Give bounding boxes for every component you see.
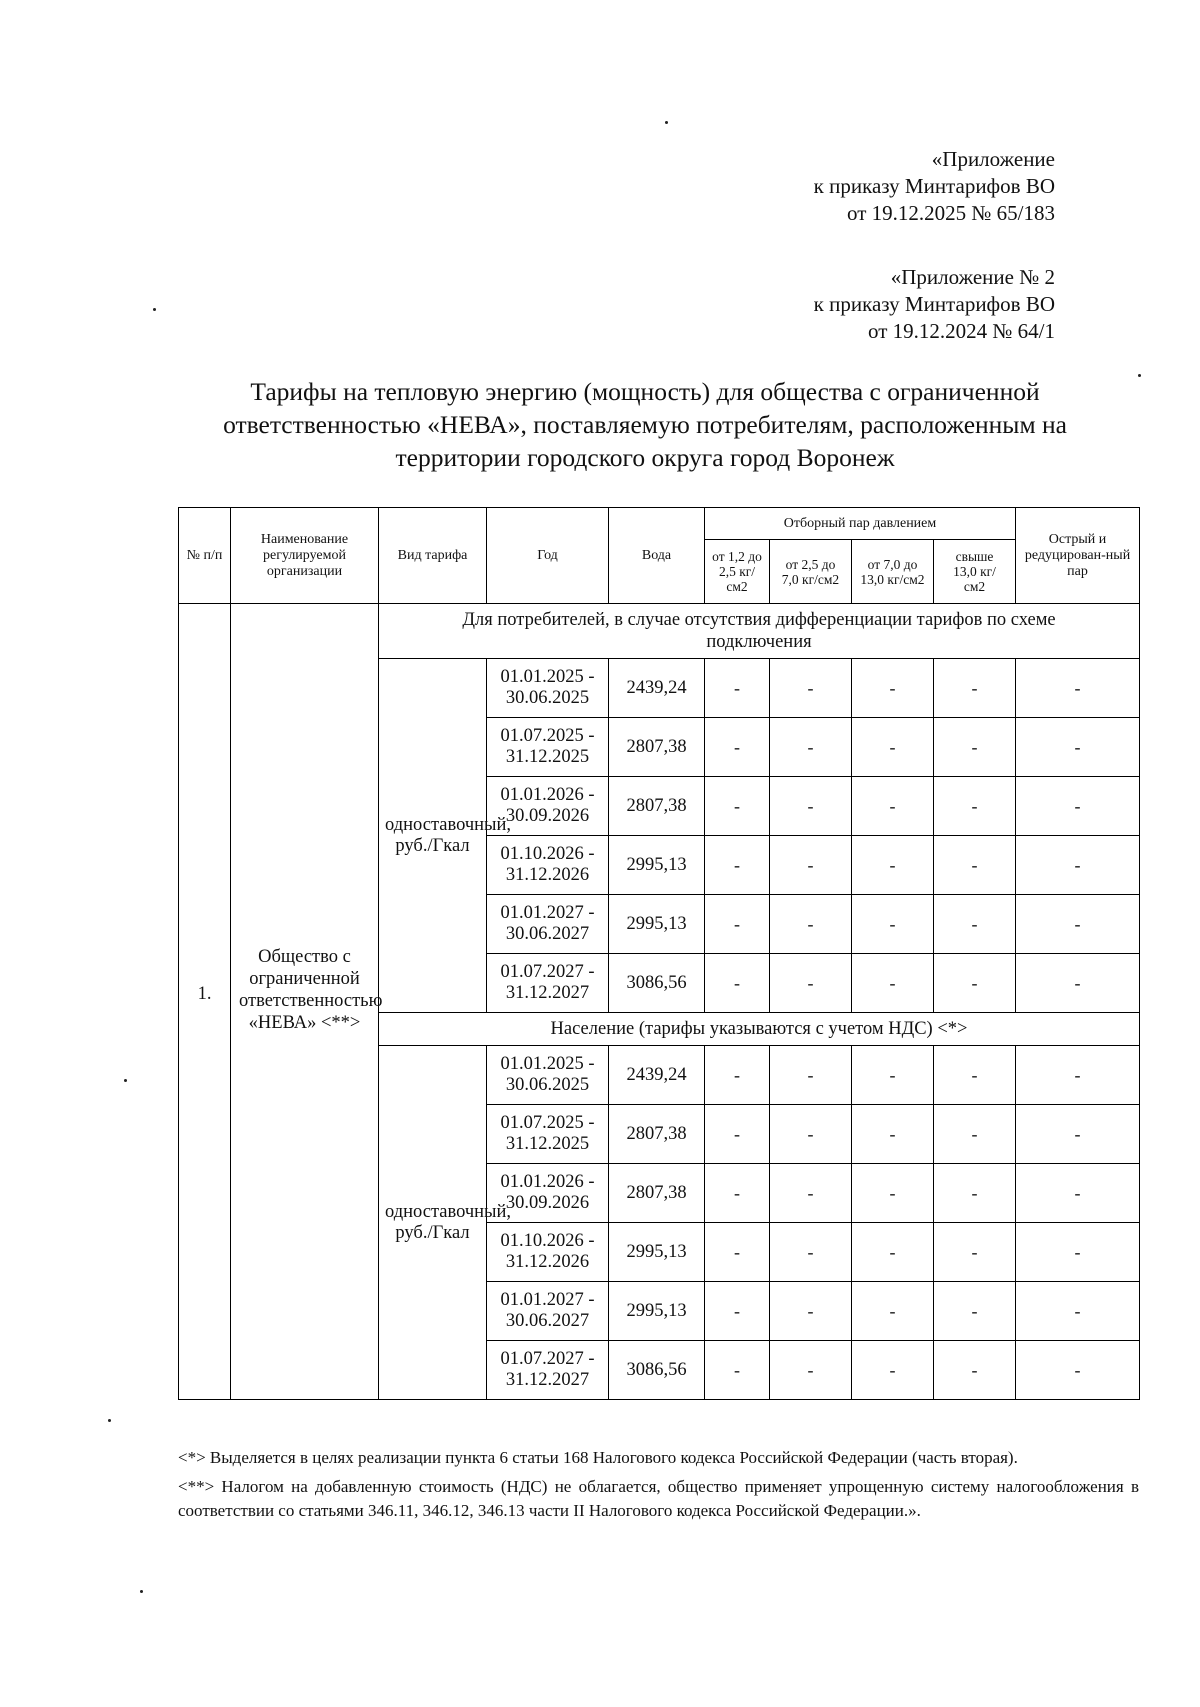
scan-speck xyxy=(153,308,156,311)
period-end: 30.09.2026 xyxy=(505,1193,590,1213)
water-value: 2439,24 xyxy=(609,659,705,718)
header-steam-3: от 7,0 до 13,0 кг/см2 xyxy=(852,540,934,604)
dash-cell: - xyxy=(770,659,852,718)
dash-cell: - xyxy=(1016,1341,1140,1400)
appendix-previous-line2: к приказу Минтарифов ВО xyxy=(813,292,1055,316)
dash-cell: - xyxy=(852,1341,934,1400)
dash-cell: - xyxy=(770,777,852,836)
dash-cell: - xyxy=(1016,777,1140,836)
dash-cell: - xyxy=(770,1046,852,1105)
water-value: 2807,38 xyxy=(609,777,705,836)
dash-cell: - xyxy=(934,895,1016,954)
tariff-type-cell: одноставочный, руб./Гкал xyxy=(379,1046,487,1400)
dash-cell: - xyxy=(852,1046,934,1105)
dash-cell: - xyxy=(770,1223,852,1282)
dash-cell: - xyxy=(1016,718,1140,777)
footnote-1: <*> Выделяется в целях реализации пункта 6 статьи 168 Налогового кодекса Российской Федерации (часть вторая). xyxy=(178,1448,1018,1467)
period-start: 01.01.2025 - xyxy=(500,1054,595,1074)
period-start: 01.01.2026 - xyxy=(500,785,595,805)
dash-cell: - xyxy=(934,836,1016,895)
period-start: 01.01.2026 - xyxy=(500,1172,595,1192)
dash-cell: - xyxy=(852,659,934,718)
dash-cell: - xyxy=(934,1341,1016,1400)
dash-cell: - xyxy=(705,1223,770,1282)
scan-speck xyxy=(665,121,668,124)
header-org: Наименование регулируемой организации xyxy=(231,508,379,604)
period-start: 01.10.2026 - xyxy=(500,844,595,864)
period-end: 30.06.2025 xyxy=(505,688,590,708)
period-start: 01.10.2026 - xyxy=(500,1231,595,1251)
dash-cell: - xyxy=(852,1223,934,1282)
period-cell xyxy=(487,659,609,718)
period-start: 01.07.2025 - xyxy=(500,1113,595,1133)
dash-cell: - xyxy=(1016,1046,1140,1105)
appendix-header-previous xyxy=(814,264,1055,345)
scan-speck xyxy=(140,1590,143,1593)
dash-cell: - xyxy=(705,777,770,836)
title-line1: Тарифы на тепловую энергию (мощность) для общества с ограниченной xyxy=(250,377,1040,406)
dash-cell: - xyxy=(934,718,1016,777)
appendix-header-current xyxy=(814,146,1055,227)
dash-cell: - xyxy=(852,954,934,1013)
period-start: 01.01.2027 - xyxy=(500,903,595,923)
dash-cell: - xyxy=(770,718,852,777)
dash-cell: - xyxy=(705,1046,770,1105)
dash-cell: - xyxy=(852,1164,934,1223)
dash-cell: - xyxy=(770,1164,852,1223)
dash-cell: - xyxy=(934,777,1016,836)
dash-cell: - xyxy=(705,836,770,895)
tariff-type-cell: одноставочный, руб./Гкал xyxy=(379,659,487,1013)
dash-cell: - xyxy=(852,1105,934,1164)
header-water: Вода xyxy=(609,508,705,604)
dash-cell: - xyxy=(705,954,770,1013)
period-cell xyxy=(487,1282,609,1341)
period-start: 01.07.2025 - xyxy=(500,726,595,746)
tariff-table xyxy=(178,507,1140,1400)
period-start: 01.07.2027 - xyxy=(500,962,595,982)
dash-cell: - xyxy=(770,1341,852,1400)
dash-cell: - xyxy=(770,895,852,954)
header-tariff-type: Вид тарифа xyxy=(379,508,487,604)
water-value: 3086,56 xyxy=(609,1341,705,1400)
appendix-current-line1: «Приложение xyxy=(931,147,1055,171)
period-end: 30.06.2025 xyxy=(505,1075,590,1095)
dash-cell: - xyxy=(1016,895,1140,954)
header-steam-2: от 2,5 до 7,0 кг/см2 xyxy=(770,540,852,604)
dash-cell: - xyxy=(934,1105,1016,1164)
header-num: № п/п xyxy=(179,508,231,604)
water-value: 2807,38 xyxy=(609,1105,705,1164)
dash-cell: - xyxy=(934,659,1016,718)
dash-cell: - xyxy=(770,1282,852,1341)
dash-cell: - xyxy=(1016,1164,1140,1223)
header-sharp-steam: Острый и редуцирован-ный пар xyxy=(1016,508,1140,604)
water-value: 3086,56 xyxy=(609,954,705,1013)
scan-speck xyxy=(1138,374,1141,377)
dash-cell: - xyxy=(934,1282,1016,1341)
period-cell xyxy=(487,1046,609,1105)
footnote-2: <**> Налогом на добавленную стоимость (НДС) не облагается, общество применяет упрощенную систему налогообложения в соответствии со статьями 346.11, 346.12, 346.13 части II Налогового кодекса Российской Федерации.». xyxy=(178,1477,1139,1520)
organization-name: Общество с ограниченной ответственностью «НЕВА» <**> xyxy=(231,604,379,1400)
document-title xyxy=(150,375,1140,474)
dash-cell: - xyxy=(852,895,934,954)
dash-cell: - xyxy=(705,1164,770,1223)
dash-cell: - xyxy=(705,659,770,718)
appendix-previous-line3: от 19.12.2024 № 64/1 xyxy=(867,319,1055,343)
dash-cell: - xyxy=(705,718,770,777)
period-cell xyxy=(487,1105,609,1164)
dash-cell: - xyxy=(934,1046,1016,1105)
dash-cell: - xyxy=(934,954,1016,1013)
dash-cell: - xyxy=(852,836,934,895)
dash-cell: - xyxy=(705,1341,770,1400)
dash-cell: - xyxy=(1016,1223,1140,1282)
water-value: 2807,38 xyxy=(609,1164,705,1223)
dash-cell: - xyxy=(1016,836,1140,895)
appendix-current-line2: к приказу Минтарифов ВО xyxy=(813,174,1055,198)
header-steam-group: Отборный пар давлением xyxy=(705,508,1016,540)
dash-cell: - xyxy=(852,718,934,777)
period-end: 30.06.2027 xyxy=(505,1311,590,1331)
water-value: 2995,13 xyxy=(609,1282,705,1341)
dash-cell: - xyxy=(934,1164,1016,1223)
dash-cell: - xyxy=(1016,1282,1140,1341)
water-value: 2807,38 xyxy=(609,718,705,777)
dash-cell: - xyxy=(934,1223,1016,1282)
header-year: Год xyxy=(487,508,609,604)
period-start: 01.01.2027 - xyxy=(500,1290,595,1310)
water-value: 2995,13 xyxy=(609,895,705,954)
period-start: 01.07.2027 - xyxy=(500,1349,595,1369)
dash-cell: - xyxy=(770,1105,852,1164)
dash-cell: - xyxy=(770,954,852,1013)
period-cell xyxy=(487,1341,609,1400)
period-end: 30.09.2026 xyxy=(505,806,590,826)
dash-cell: - xyxy=(852,777,934,836)
period-end: 31.12.2026 xyxy=(505,1252,590,1272)
period-end: 31.12.2026 xyxy=(505,865,590,885)
period-cell xyxy=(487,895,609,954)
dash-cell: - xyxy=(1016,1105,1140,1164)
period-start: 01.01.2025 - xyxy=(500,667,595,687)
scan-speck xyxy=(124,1079,127,1082)
period-cell xyxy=(487,1223,609,1282)
dash-cell: - xyxy=(1016,659,1140,718)
period-cell xyxy=(487,718,609,777)
dash-cell: - xyxy=(1016,954,1140,1013)
dash-cell: - xyxy=(770,836,852,895)
period-end: 31.12.2025 xyxy=(505,747,590,767)
row-number: 1. xyxy=(179,604,231,1400)
footnotes xyxy=(178,1446,1139,1528)
title-line3: территории городского округа город Воронеж xyxy=(395,443,895,472)
period-cell xyxy=(487,836,609,895)
period-end: 31.12.2025 xyxy=(505,1134,590,1154)
period-end: 30.06.2027 xyxy=(505,924,590,944)
header-steam-1: от 1,2 до 2,5 кг/см2 xyxy=(705,540,770,604)
appendix-previous-line1: «Приложение № 2 xyxy=(890,265,1055,289)
period-cell xyxy=(487,954,609,1013)
period-end: 31.12.2027 xyxy=(505,1370,590,1390)
dash-cell: - xyxy=(705,1105,770,1164)
water-value: 2439,24 xyxy=(609,1046,705,1105)
dash-cell: - xyxy=(852,1282,934,1341)
water-value: 2995,13 xyxy=(609,836,705,895)
water-value: 2995,13 xyxy=(609,1223,705,1282)
dash-cell: - xyxy=(705,895,770,954)
title-line2: ответственностью «НЕВА», поставляемую потребителям, расположенным на xyxy=(223,410,1067,439)
scan-speck xyxy=(108,1419,111,1422)
appendix-current-line3: от 19.12.2025 № 65/183 xyxy=(846,201,1055,225)
dash-cell: - xyxy=(705,1282,770,1341)
period-end: 31.12.2027 xyxy=(505,983,590,1003)
section-header-general: Для потребителей, в случае отсутствия дифференциации тарифов по схеме подключения xyxy=(379,604,1140,659)
section-header-population: Население (тарифы указываются с учетом НДС) <*> xyxy=(379,1013,1140,1046)
header-steam-4: свыше 13,0 кг/см2 xyxy=(934,540,1016,604)
